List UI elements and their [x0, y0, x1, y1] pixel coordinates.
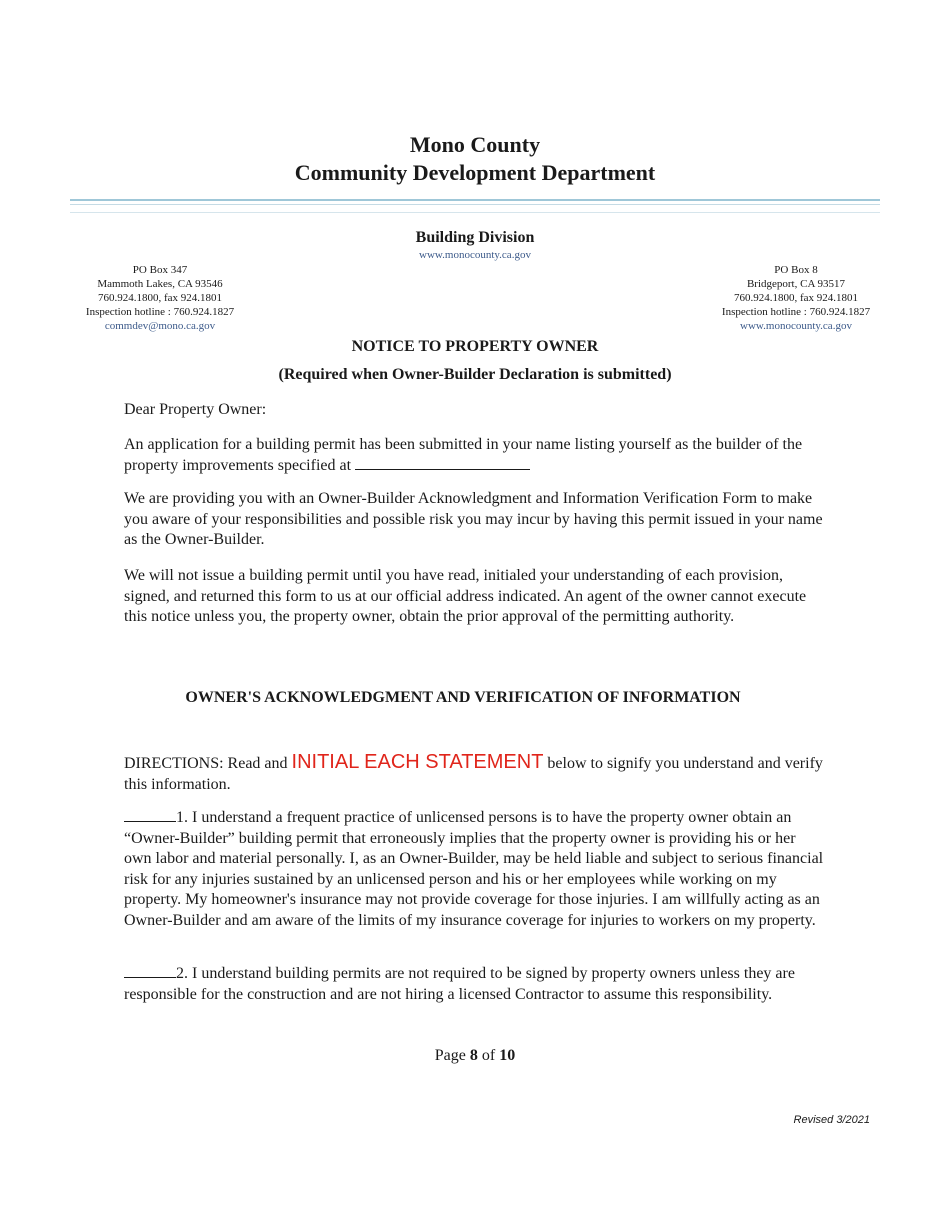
page-prefix: Page — [434, 1047, 466, 1064]
directions — [124, 752, 824, 795]
notice-title: NOTICE TO PROPERTY OWNER — [351, 338, 599, 355]
website-link[interactable]: www.monocounty.ca.gov — [740, 320, 852, 332]
initial-blank[interactable] — [124, 809, 176, 822]
notice-paragraph-2: We are providing you with an Owner-Builder Acknowledgment and Information Verification Form to make you aware of your responsibilities and possible risk you may incur by having this permit issued in your name as the Owner-Builder. — [124, 490, 823, 548]
header-rule-top — [70, 199, 880, 201]
directions-prefix: DIRECTIONS: Read and — [124, 755, 288, 772]
header-rule-bottom — [70, 212, 880, 213]
statement-number: 2. — [176, 965, 188, 982]
address-line: PO Box 347 — [132, 264, 188, 276]
statement-text: I understand building permits are not required to be signed by property owners unless they are responsible for the construction and are not hiring a licensed Contractor to assume this responsibility. — [124, 965, 795, 1003]
address-line: 760.924.1800, fax 924.1801 — [733, 292, 859, 304]
address-line: PO Box 8 — [774, 264, 818, 276]
county-title: Mono County — [409, 132, 541, 157]
directions-suffix: below to signify you understand and verify this information. — [124, 755, 823, 793]
page-number — [0, 1047, 950, 1065]
paragraph-text: An application for a building permit has been submitted in your name listing yourself as the builder of the property improvements specified at — [124, 436, 803, 474]
statement-number: 1. — [176, 809, 188, 826]
address-line: Mammoth Lakes, CA 93546 — [97, 278, 223, 290]
directions-emphasis: INITIAL EACH STATEMENT — [291, 751, 544, 773]
page-total: 10 — [499, 1047, 516, 1064]
division-title: Building Division — [415, 229, 535, 246]
revision-date: Revised 3/2021 — [793, 1114, 870, 1126]
address-line: Inspection hotline : 760.924.1827 — [85, 306, 235, 318]
notice-paragraph-3: We will not issue a building permit until you have read, initialed your understanding of each provision, signed, and returned this form to us at our official address indicated. An agent of the owner cannot execute this notice unless you, the property owner, obtain the prior approval of the permitting authority. — [124, 567, 807, 625]
statement-1 — [124, 808, 824, 931]
page-current: 8 — [469, 1047, 478, 1064]
address-line: Bridgeport, CA 93517 — [746, 278, 846, 290]
initial-blank[interactable] — [124, 965, 176, 978]
website-link[interactable]: www.monocounty.ca.gov — [419, 249, 531, 261]
office-address-bridgeport — [686, 263, 906, 333]
notice-paragraph-1 — [124, 435, 824, 476]
page-of: of — [481, 1047, 496, 1064]
salutation: Dear Property Owner: — [124, 401, 267, 418]
address-line: 760.924.1800, fax 924.1801 — [97, 292, 223, 304]
statement-2 — [124, 964, 824, 1005]
department-title: Community Development Department — [294, 160, 656, 185]
property-address-blank[interactable] — [355, 457, 530, 470]
office-address-mammoth — [50, 263, 270, 333]
email-link[interactable]: commdev@mono.ca.gov — [104, 320, 216, 332]
address-line: Inspection hotline : 760.924.1827 — [721, 306, 871, 318]
notice-subtitle: (Required when Owner-Builder Declaration is submitted) — [278, 366, 672, 383]
statement-text: I understand a frequent practice of unlicensed persons is to have the property owner obtain an “Owner-Builder” building permit that erroneously implies that the property owner is providing his or her own labor and material personally. I, as an Owner-Builder, may be held liable and subject to serious financial risk for any injuries sustained by an unlicensed person and his or her employees while working on my property. My homeowner's insurance may not provide coverage for those injuries. I am willfully acting as an Owner-Builder and am aware of the limits of my insurance coverage for injuries to workers on my property. — [124, 809, 824, 929]
acknowledgment-heading: OWNER'S ACKNOWLEDGMENT AND VERIFICATION OF INFORMATION — [185, 689, 741, 706]
header-rule-middle — [70, 204, 880, 205]
